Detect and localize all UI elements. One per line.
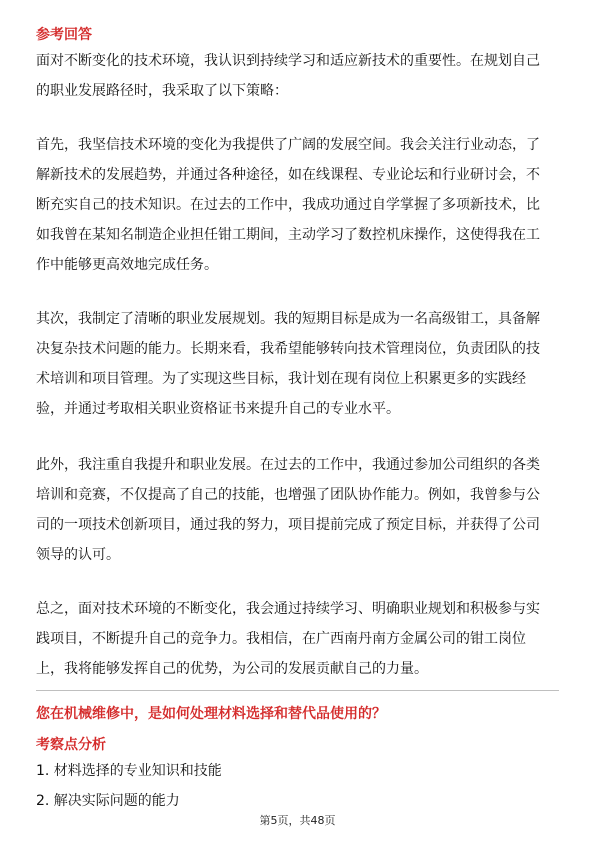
paragraph-line: 断充实自己的技术知识。在过去的工作中，我成功通过自学掌握了多项新技术，比: [36, 197, 540, 213]
paragraph-conclusion: [36, 594, 561, 684]
section-title: 参考回答: [36, 27, 92, 43]
section-divider: [36, 690, 559, 691]
analysis-item: 1. 材料选择的专业知识和技能: [36, 763, 222, 779]
paragraph-line: 其次，我制定了清晰的职业发展规划。我的短期目标是成为一名高级钳工，具备解: [36, 311, 540, 327]
paragraph-line: 解新技术的发展趋势，并通过各种途径，如在线课程、专业论坛和行业研讨会，不: [36, 167, 540, 183]
paragraph-line: 培训和竞赛，不仅提高了自己的技能，也增强了团队协作能力。例如，我曾参与公: [36, 487, 540, 503]
paragraph-line: 践项目，不断提升自己的竞争力。我相信，在广西南丹南方金属公司的钳工岗位: [36, 631, 526, 647]
paragraph-line: 领导的认可。: [36, 547, 120, 563]
analysis-title: 考察点分析: [36, 737, 106, 753]
analysis-item: 2. 解决实际问题的能力: [36, 793, 180, 809]
paragraph-first: [36, 130, 561, 280]
paragraph-line: 决复杂技术问题的能力。长期来看，我希望能够转向技术管理岗位，负责团队的技: [36, 341, 540, 357]
paragraph-third: [36, 450, 561, 570]
paragraph-line: 首先，我坚信技术环境的变化为我提供了广阔的发展空间。我会关注行业动态，了: [36, 137, 540, 153]
paragraph-line: 面对不断变化的技术环境，我认识到持续学习和适应新技术的重要性。在规划自己: [36, 53, 540, 69]
paragraph-line: 如我曾在某知名制造企业担任钳工期间，主动学习了数控机床操作，这使得我在工: [36, 227, 540, 243]
paragraph-line: 司的一项技术创新项目，通过我的努力，项目提前完成了预定目标，并获得了公司: [36, 517, 540, 533]
paragraph-line: 总之，面对技术环境的不断变化，我会通过持续学习、明确职业规划和积极参与实: [36, 601, 540, 617]
page-footer: 第5页，共48页: [259, 814, 336, 827]
question-title: 您在机械维修中，是如何处理材料选择和替代品使用的？: [36, 706, 386, 722]
paragraph-second: [36, 304, 561, 424]
paragraph-line: 作中能够更高效地完成任务。: [36, 257, 218, 273]
paragraph-line: 此外，我注重自我提升和职业发展。在过去的工作中，我通过参加公司组织的各类: [36, 457, 540, 473]
paragraph-line: 术培训和项目管理。为了实现这些目标，我计划在现有岗位上积累更多的实践经: [36, 371, 526, 387]
paragraph-line: 的职业发展路径时，我采取了以下策略：: [36, 83, 288, 99]
paragraph-line: 验，并通过考取相关职业资格证书来提升自己的专业水平。: [36, 401, 400, 417]
paragraph-line: 上，我将能够发挥自己的优势，为公司的发展贡献自己的力量。: [36, 661, 428, 677]
paragraph-intro: [36, 46, 561, 106]
